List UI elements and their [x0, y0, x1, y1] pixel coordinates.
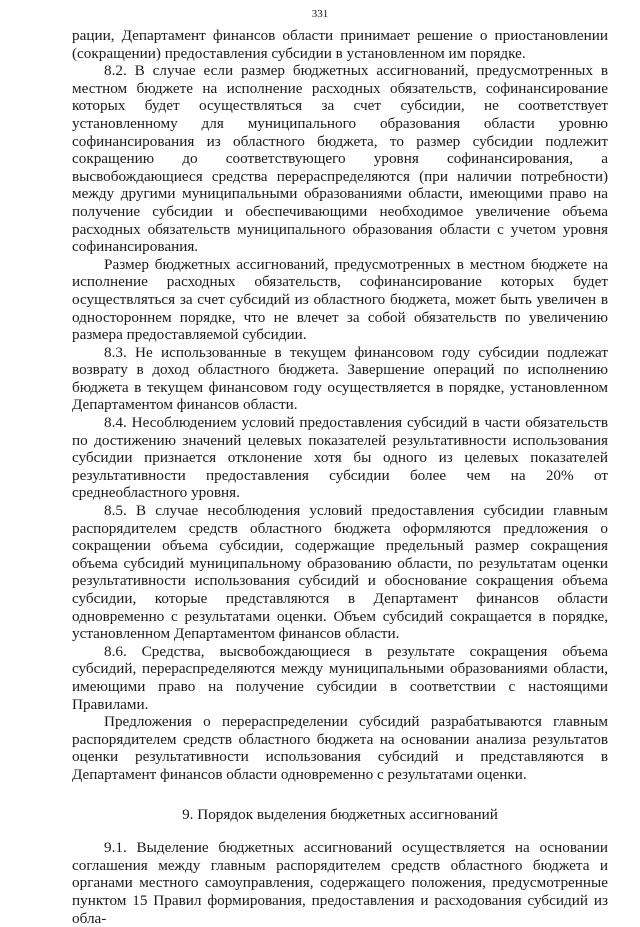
paragraph-8-3: 8.3. Не использованные в текущем финансовом году субсидии подлежат возврату в доход областного бюджета. Завершение операций по исполнению бюджета в текущем финансовом году осуществляется в порядке, установленном Департаментом финансов области. — [72, 343, 608, 414]
page-body — [72, 27, 608, 927]
page-number: 331 — [311, 8, 329, 20]
section-heading: 9. Порядок выделения бюджетных ассигнований — [182, 805, 498, 823]
paragraph-8-6-addendum: Предложения о перераспределении субсидий разрабатываются главным распорядителем средств областного бюджета на основании анализа результатов оценки результативности использования субсидий и представляются в Департамент финансов области одновременно с результатами оценки. — [72, 713, 608, 783]
paragraph-8-6: 8.6. Средства, высвобождающиеся в результате сокращения объема субсидий, перераспределяются между муниципальными образованиями области, имеющими право на получение субсидии в соответствии с настоящими Правилами. — [72, 642, 608, 713]
paragraph-8-2: 8.2. В случае если размер бюджетных ассигнований, предусмотренных в местном бюджете на исполнение расходных обязательств, софинансирование которых будет осуществляться за счет субсидии, не соответствует установленному для муниципального образования области уровню софинансирования из областного бюджета, то размер субсидии подлежит сокращению до соответствующего уровня софинансирования, а высвобождающиеся средства перераспределяются (при наличии потребности) между другими муниципальными образованиями области, имеющими право на получение субсидии и обеспечивающими необходимое увеличение объема расходных обязательств муниципального образования области с учетом уровня софинансирования. — [72, 62, 608, 256]
paragraph-8-5: 8.5. В случае несоблюдения условий предоставления субсидии главным распорядителем средств областного бюджета оформляются предложения о сокращении объема субсидии, содержащие предельный размер сокращения объема субсидий муниципальному образованию области, по результатам оценки результативности использования субсидий и обоснование сокращения объема субсидии, которые представляются в Департамент финансов области одновременно с результатами оценки. Объем субсидий сокращается в порядке, установленном Департаментом финансов области. — [72, 502, 608, 643]
paragraph-8-4: 8.4. Несоблюдением условий предоставления субсидий в части обязательств по достижению значений целевых показателей результативности использования субсидии признается отклонение хотя бы одного из целевых показателей результативности предоставления субсидии более чем на 20% от среднеобластного уровня. — [72, 414, 608, 502]
paragraph-continuation: рации, Департамент финансов области принимает решение о приостановлении (сокращении) предоставления субсидии в установленном им порядке. — [72, 27, 608, 62]
paragraph-8-2-addendum: Размер бюджетных ассигнований, предусмотренных в местном бюджете на исполнение расходных обязательств, софинансирование которых будет осуществляться за счет субсидий из областного бюджета, может быть увеличен в одностороннем порядке, что не влечет за собой обязательств по увеличению размера предоставляемой субсидии. — [72, 255, 608, 344]
paragraph-9-1: 9.1. Выделение бюджетных ассигнований осуществляется на основании соглашения между главным распорядителем средств областного бюджета и органами местного самоуправления, содержащего положения, предусмотренные пунктом 15 Правил формирования, предоставления и расходования субсидий из обла- — [72, 839, 608, 927]
